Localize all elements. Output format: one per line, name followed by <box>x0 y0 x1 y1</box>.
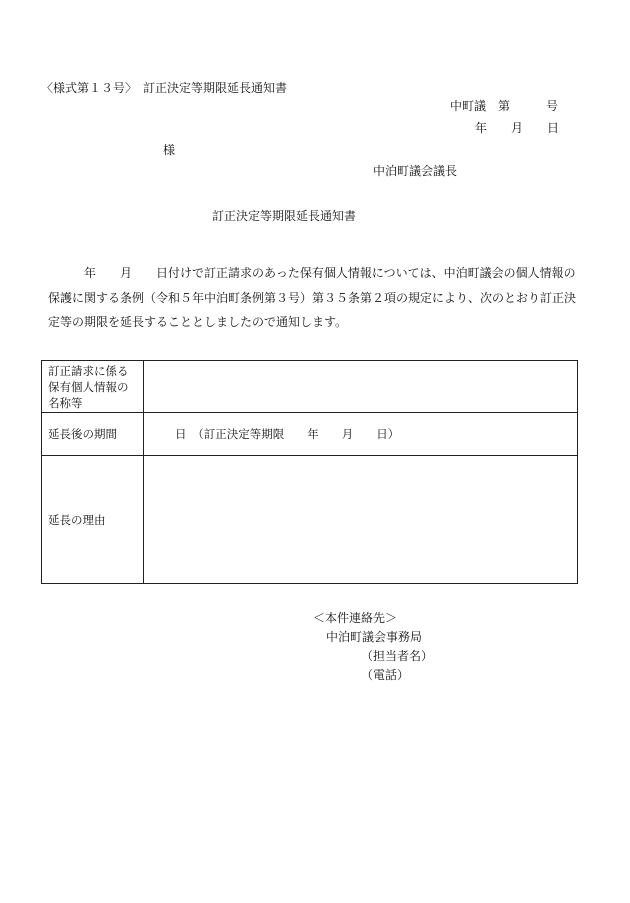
reason-label: 延長の理由 <box>42 456 144 584</box>
body-line-1: 年 月 日付けで訂正請求のあった保有個人情報については、中泊町議会の個人情報の <box>84 266 576 280</box>
sender: 中泊町議会議長 <box>373 164 458 178</box>
extended-period-label: 延長後の期間 <box>42 413 144 456</box>
table-row <box>42 456 578 584</box>
table-row <box>42 361 578 413</box>
extended-period-text: 日 （訂正決定等期限 年 月 日） <box>175 427 400 441</box>
contact-heading: ＜本件連絡先＞ <box>313 611 398 625</box>
reason-value <box>144 456 578 584</box>
issue-date: 年 月 日 <box>475 121 560 135</box>
extension-table <box>41 360 578 584</box>
contact-phone: （電話） <box>361 668 410 682</box>
doc-number: 中町議 第 号 <box>450 99 559 113</box>
info-name-label-line-3: 名称等 <box>48 395 83 410</box>
form-label: 〈様式第１３号〉 訂正決定等期限延長通知書 <box>41 81 288 95</box>
extended-period-value <box>144 413 578 456</box>
page-title: 訂正決定等期限延長通知書 <box>212 209 357 223</box>
table-row <box>42 413 578 456</box>
info-name-value <box>144 361 578 413</box>
body-line-2: 保護に関する条例（令和５年中泊町条例第３号）第３５条第２項の規定により、次のとおり訂正決 <box>48 291 577 305</box>
info-name-label-line-2: 保有個人情報の <box>48 379 129 394</box>
contact-office: 中泊町議会事務局 <box>326 630 423 644</box>
contact-person: （担当者名） <box>361 649 434 663</box>
info-name-label <box>42 361 144 413</box>
info-name-label-line-1: 訂正請求に係る <box>48 363 129 378</box>
body-line-3: 定等の期限を延長することとしましたので通知します。 <box>48 315 348 329</box>
addressee: 様 <box>163 143 176 157</box>
